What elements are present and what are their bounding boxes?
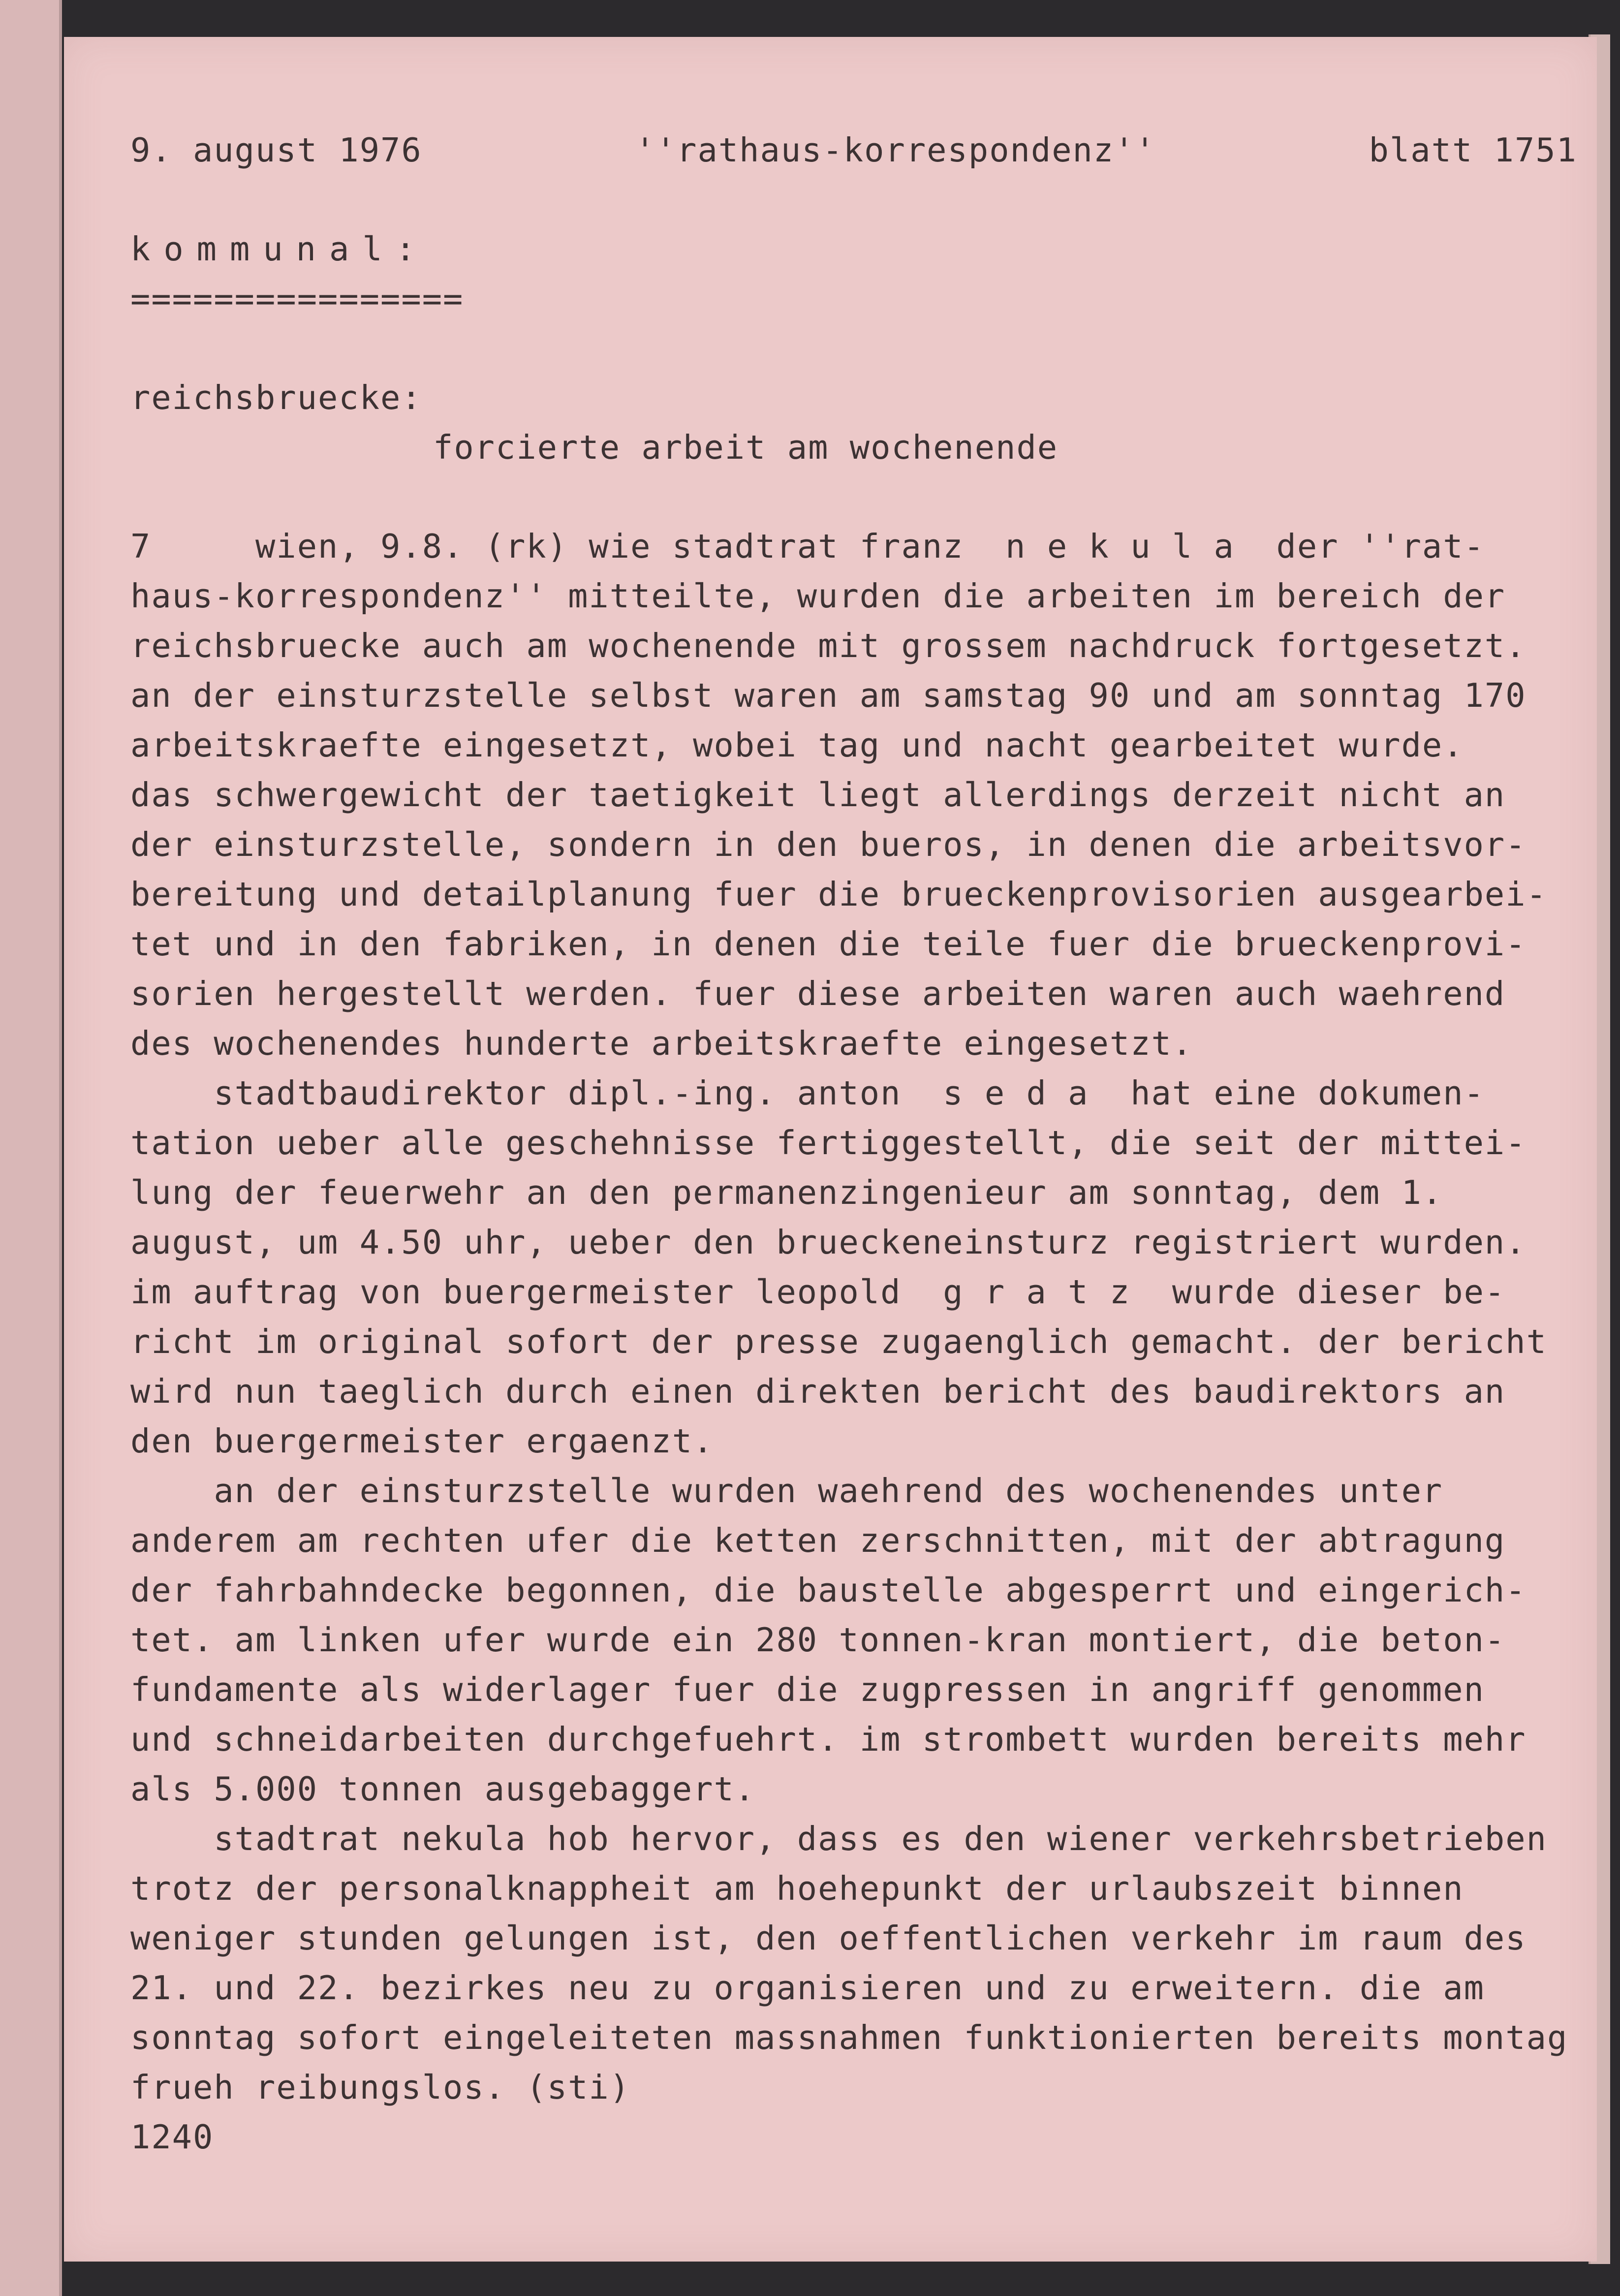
body-line: das schwergewicht der taetigkeit liegt allerdings derzeit nicht an (130, 776, 1506, 814)
body-line: haus-korrespondenz'' mitteilte, wurden die arbeiten im bereich der (130, 577, 1506, 615)
article-topic: reichsbruecke: (130, 378, 422, 417)
body-line: weniger stunden gelungen ist, den oeffentlichen verkehr im raum des (130, 1919, 1527, 1957)
body-line: richt im original sofort der presse zugaenglich gemacht. der bericht (130, 1322, 1547, 1361)
body-line: trotz der personalknappheit am hoehepunkt der urlaubszeit binnen (130, 1869, 1464, 1908)
body-line: des wochenendes hunderte arbeitskraefte eingesetzt. (130, 1024, 1193, 1063)
body-line: tet. am linken ufer wurde ein 280 tonnen-kran montiert, die beton- (130, 1621, 1506, 1659)
header-sheet-number: blatt 1751 (1369, 131, 1577, 169)
article-subtitle: forcierte arbeit am wochenende (433, 428, 1059, 467)
body-line: wird nun taeglich durch einen direkten bericht des baudirektors an (130, 1372, 1506, 1411)
header-date: 9. august 1976 (130, 131, 422, 169)
body-line: reichsbruecke auch am wochenende mit grossem nachdruck fortgesetzt. (130, 627, 1527, 665)
body-line: stadtrat nekula hob hervor, dass es den wiener verkehrsbetrieben (130, 1820, 1547, 1858)
binder-strip (0, 0, 62, 2296)
typewritten-sheet (130, 126, 1577, 2162)
body-line: fundamente als widerlager fuer die zugpressen in angriff genommen (130, 1670, 1485, 1709)
body-line: im auftrag von buergermeister leopold g r a t z wurde dieser be- (130, 1273, 1506, 1311)
article-body (130, 522, 1577, 2112)
body-line: an der einsturzstelle selbst waren am samstag 90 und am sonntag 170 (130, 676, 1527, 715)
body-line: den buergermeister ergaenzt. (130, 1422, 714, 1460)
body-line: tet und in den fabriken, in denen die teile fuer die brueckenprovi- (130, 925, 1527, 963)
body-line: lung der feuerwehr an den permanenzingenieur am sonntag, dem 1. (130, 1173, 1443, 1212)
body-line: bereitung und detailplanung fuer die brueckenprovisorien ausgearbei- (130, 875, 1547, 913)
body-line: als 5.000 tonnen ausgebaggert. (130, 1770, 756, 1808)
body-line: und schneidarbeiten durchgefuehrt. im strombett wurden bereits mehr (130, 1720, 1527, 1759)
body-line: sorien hergestellt werden. fuer diese arbeiten waren auch waehrend (130, 975, 1506, 1013)
body-line: 7 wien, 9.8. (rk) wie stadtrat franz n e k u l a der ''rat- (130, 527, 1485, 566)
body-line: anderem am rechten ufer die ketten zerschnitten, mit der abtragung (130, 1521, 1506, 1560)
body-line: stadtbaudirektor dipl.-ing. anton s e d a hat eine dokumen- (130, 1074, 1485, 1112)
page-footer-number: 1240 (130, 2118, 214, 2156)
body-line: tation ueber alle geschehnisse fertiggestellt, die seit der mittei- (130, 1124, 1527, 1162)
section-label: kommunal: (130, 230, 429, 268)
page-header (130, 126, 1577, 175)
body-line: 21. und 22. bezirkes neu zu organisieren und zu erweitern. die am (130, 1969, 1485, 2007)
body-line: august, um 4.50 uhr, ueber den brueckeneinsturz registriert wurden. (130, 1223, 1527, 1261)
body-line: sonntag sofort eingeleiteten massnahmen funktionierten bereits montag (130, 2018, 1568, 2057)
body-line: der fahrbahndecke begonnen, die baustelle abgesperrt und eingerich- (130, 1571, 1527, 1609)
section-underline: ================ (130, 280, 464, 318)
document-page (64, 37, 1597, 2262)
header-publication: ''rathaus-korrespondenz'' (635, 131, 1156, 169)
body-line: frueh reibungslos. (sti) (130, 2068, 631, 2107)
body-line: an der einsturzstelle wurden waehrend des wochenendes unter (130, 1472, 1443, 1510)
body-line: arbeitskraefte eingesetzt, wobei tag und nacht gearbeitet wurde. (130, 726, 1464, 764)
body-line: der einsturzstelle, sondern in den bueros, in denen die arbeitsvor- (130, 825, 1527, 864)
